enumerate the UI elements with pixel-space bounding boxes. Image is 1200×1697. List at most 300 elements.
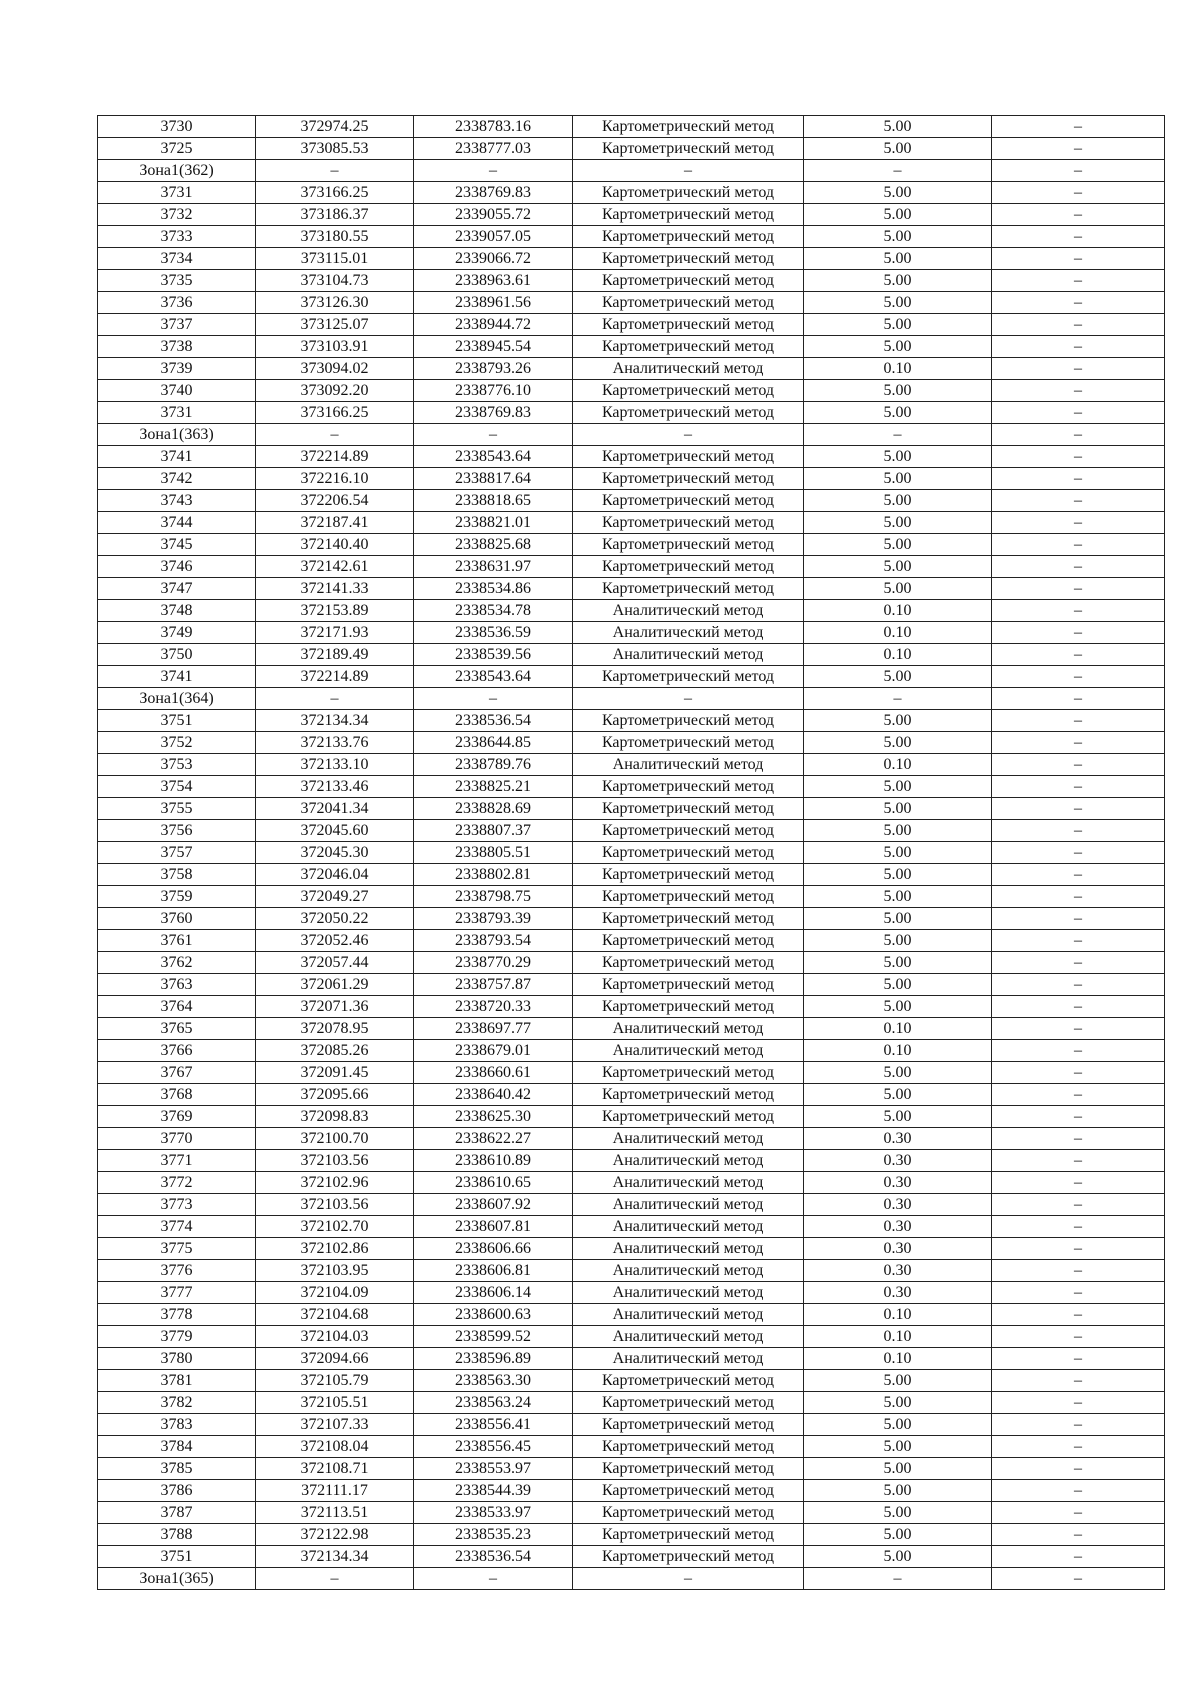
x-coordinate-cell: 372104.09 xyxy=(256,1282,414,1304)
accuracy-cell: 0.10 xyxy=(804,644,992,666)
x-coordinate-cell: 372134.34 xyxy=(256,1546,414,1568)
method-cell: Картометрический метод xyxy=(573,556,804,578)
x-coordinate-cell: 372187.41 xyxy=(256,512,414,534)
accuracy-cell: 5.00 xyxy=(804,930,992,952)
note-cell: – xyxy=(992,1436,1165,1458)
method-cell: Картометрический метод xyxy=(573,314,804,336)
accuracy-cell: 5.00 xyxy=(804,1084,992,1106)
x-coordinate-cell: 372102.86 xyxy=(256,1238,414,1260)
zone-header-row xyxy=(98,1568,1165,1590)
table-row xyxy=(98,402,1165,424)
y-coordinate-cell: 2338821.01 xyxy=(414,512,573,534)
y-coordinate-cell: 2338828.69 xyxy=(414,798,573,820)
accuracy-cell: 5.00 xyxy=(804,1458,992,1480)
table-row xyxy=(98,600,1165,622)
accuracy-cell: 0.10 xyxy=(804,1040,992,1062)
table-row xyxy=(98,754,1165,776)
method-cell: Картометрический метод xyxy=(573,732,804,754)
point-number-cell: 3733 xyxy=(98,226,256,248)
method-cell: Аналитический метод xyxy=(573,1216,804,1238)
accuracy-cell: – xyxy=(804,688,992,710)
y-coordinate-cell: – xyxy=(414,688,573,710)
table-row xyxy=(98,534,1165,556)
accuracy-cell: 5.00 xyxy=(804,710,992,732)
point-number-cell: 3770 xyxy=(98,1128,256,1150)
y-coordinate-cell: 2338599.52 xyxy=(414,1326,573,1348)
accuracy-cell: 5.00 xyxy=(804,842,992,864)
point-number-cell: 3737 xyxy=(98,314,256,336)
x-coordinate-cell: 372103.95 xyxy=(256,1260,414,1282)
table-row xyxy=(98,1040,1165,1062)
x-coordinate-cell: 372171.93 xyxy=(256,622,414,644)
point-number-cell: Зона1(363) xyxy=(98,424,256,446)
table-row xyxy=(98,490,1165,512)
point-number-cell: 3777 xyxy=(98,1282,256,1304)
point-number-cell: 3782 xyxy=(98,1392,256,1414)
method-cell: Аналитический метод xyxy=(573,1260,804,1282)
point-number-cell: 3759 xyxy=(98,886,256,908)
table-row xyxy=(98,1304,1165,1326)
note-cell: – xyxy=(992,512,1165,534)
y-coordinate-cell: 2338660.61 xyxy=(414,1062,573,1084)
point-number-cell: 3731 xyxy=(98,182,256,204)
y-coordinate-cell: 2338563.30 xyxy=(414,1370,573,1392)
table-row xyxy=(98,974,1165,996)
method-cell: Картометрический метод xyxy=(573,952,804,974)
table-row xyxy=(98,512,1165,534)
note-cell: – xyxy=(992,732,1165,754)
point-number-cell: 3771 xyxy=(98,1150,256,1172)
point-number-cell: 3753 xyxy=(98,754,256,776)
method-cell: Картометрический метод xyxy=(573,512,804,534)
point-number-cell: 3776 xyxy=(98,1260,256,1282)
note-cell: – xyxy=(992,1480,1165,1502)
x-coordinate-cell: 373085.53 xyxy=(256,138,414,160)
note-cell: – xyxy=(992,1304,1165,1326)
note-cell: – xyxy=(992,996,1165,1018)
accuracy-cell: 5.00 xyxy=(804,490,992,512)
y-coordinate-cell: 2338807.37 xyxy=(414,820,573,842)
note-cell: – xyxy=(992,380,1165,402)
y-coordinate-cell: 2338607.81 xyxy=(414,1216,573,1238)
x-coordinate-cell: 373180.55 xyxy=(256,226,414,248)
method-cell: Картометрический метод xyxy=(573,776,804,798)
method-cell: Аналитический метод xyxy=(573,622,804,644)
table-row xyxy=(98,116,1165,138)
method-cell: Картометрический метод xyxy=(573,270,804,292)
note-cell: – xyxy=(992,1018,1165,1040)
table-row xyxy=(98,820,1165,842)
table-row xyxy=(98,908,1165,930)
table-row xyxy=(98,864,1165,886)
accuracy-cell: 0.10 xyxy=(804,1018,992,1040)
point-number-cell: 3732 xyxy=(98,204,256,226)
y-coordinate-cell: 2338556.41 xyxy=(414,1414,573,1436)
note-cell: – xyxy=(992,1040,1165,1062)
x-coordinate-cell: 372095.66 xyxy=(256,1084,414,1106)
table-row xyxy=(98,1084,1165,1106)
table-row xyxy=(98,1392,1165,1414)
method-cell: Картометрический метод xyxy=(573,1524,804,1546)
x-coordinate-cell: – xyxy=(256,424,414,446)
y-coordinate-cell: 2338769.83 xyxy=(414,402,573,424)
note-cell: – xyxy=(992,842,1165,864)
x-coordinate-cell: 372108.04 xyxy=(256,1436,414,1458)
point-number-cell: 3752 xyxy=(98,732,256,754)
method-cell: – xyxy=(573,688,804,710)
table-row xyxy=(98,248,1165,270)
note-cell: – xyxy=(992,820,1165,842)
zone-header-row xyxy=(98,424,1165,446)
accuracy-cell: 5.00 xyxy=(804,446,992,468)
point-number-cell: 3751 xyxy=(98,710,256,732)
x-coordinate-cell: 372071.36 xyxy=(256,996,414,1018)
accuracy-cell: 5.00 xyxy=(804,732,992,754)
point-number-cell: 3778 xyxy=(98,1304,256,1326)
method-cell: Картометрический метод xyxy=(573,336,804,358)
table-row xyxy=(98,358,1165,380)
table-row xyxy=(98,138,1165,160)
y-coordinate-cell: 2338644.85 xyxy=(414,732,573,754)
table-row xyxy=(98,1238,1165,1260)
table-row xyxy=(98,1480,1165,1502)
y-coordinate-cell: 2338679.01 xyxy=(414,1040,573,1062)
method-cell: Аналитический метод xyxy=(573,754,804,776)
y-coordinate-cell: 2338625.30 xyxy=(414,1106,573,1128)
y-coordinate-cell: 2338536.59 xyxy=(414,622,573,644)
x-coordinate-cell: 372122.98 xyxy=(256,1524,414,1546)
y-coordinate-cell: – xyxy=(414,424,573,446)
note-cell: – xyxy=(992,776,1165,798)
x-coordinate-cell: 373166.25 xyxy=(256,182,414,204)
method-cell: Картометрический метод xyxy=(573,842,804,864)
method-cell: Картометрический метод xyxy=(573,446,804,468)
table-row xyxy=(98,1018,1165,1040)
table-row xyxy=(98,270,1165,292)
y-coordinate-cell: 2338789.76 xyxy=(414,754,573,776)
table-row xyxy=(98,1348,1165,1370)
y-coordinate-cell: 2338783.16 xyxy=(414,116,573,138)
x-coordinate-cell: 372098.83 xyxy=(256,1106,414,1128)
point-number-cell: 3745 xyxy=(98,534,256,556)
point-number-cell: 3755 xyxy=(98,798,256,820)
x-coordinate-cell: 372094.66 xyxy=(256,1348,414,1370)
table-row xyxy=(98,952,1165,974)
y-coordinate-cell: 2338793.54 xyxy=(414,930,573,952)
y-coordinate-cell: 2338777.03 xyxy=(414,138,573,160)
method-cell: Аналитический метод xyxy=(573,1018,804,1040)
note-cell: – xyxy=(992,226,1165,248)
point-number-cell: 3761 xyxy=(98,930,256,952)
table-row xyxy=(98,666,1165,688)
point-number-cell: 3741 xyxy=(98,666,256,688)
note-cell: – xyxy=(992,1370,1165,1392)
method-cell: Картометрический метод xyxy=(573,1106,804,1128)
method-cell: Картометрический метод xyxy=(573,226,804,248)
x-coordinate-cell: 372108.71 xyxy=(256,1458,414,1480)
table-row xyxy=(98,1458,1165,1480)
x-coordinate-cell: 372216.10 xyxy=(256,468,414,490)
x-coordinate-cell: 372102.96 xyxy=(256,1172,414,1194)
method-cell: Аналитический метод xyxy=(573,1194,804,1216)
x-coordinate-cell: 372189.49 xyxy=(256,644,414,666)
accuracy-cell: – xyxy=(804,1568,992,1590)
point-number-cell: 3738 xyxy=(98,336,256,358)
y-coordinate-cell: 2338610.89 xyxy=(414,1150,573,1172)
x-coordinate-cell: 372974.25 xyxy=(256,116,414,138)
note-cell: – xyxy=(992,160,1165,182)
point-number-cell: 3763 xyxy=(98,974,256,996)
x-coordinate-cell: 372078.95 xyxy=(256,1018,414,1040)
x-coordinate-cell: 372104.03 xyxy=(256,1326,414,1348)
table-row xyxy=(98,292,1165,314)
accuracy-cell: 0.10 xyxy=(804,600,992,622)
x-coordinate-cell: 373126.30 xyxy=(256,292,414,314)
point-number-cell: 3787 xyxy=(98,1502,256,1524)
zone-header-row xyxy=(98,688,1165,710)
method-cell: – xyxy=(573,160,804,182)
note-cell: – xyxy=(992,336,1165,358)
table-row xyxy=(98,1150,1165,1172)
accuracy-cell: 5.00 xyxy=(804,402,992,424)
y-coordinate-cell: 2338798.75 xyxy=(414,886,573,908)
y-coordinate-cell: 2338805.51 xyxy=(414,842,573,864)
point-number-cell: 3741 xyxy=(98,446,256,468)
accuracy-cell: 5.00 xyxy=(804,666,992,688)
accuracy-cell: 5.00 xyxy=(804,138,992,160)
accuracy-cell: 0.10 xyxy=(804,622,992,644)
y-coordinate-cell: 2338606.14 xyxy=(414,1282,573,1304)
y-coordinate-cell: 2339055.72 xyxy=(414,204,573,226)
point-number-cell: 3736 xyxy=(98,292,256,314)
y-coordinate-cell: 2338553.97 xyxy=(414,1458,573,1480)
table-row xyxy=(98,1436,1165,1458)
note-cell: – xyxy=(992,1524,1165,1546)
method-cell: Картометрический метод xyxy=(573,1502,804,1524)
method-cell: Картометрический метод xyxy=(573,292,804,314)
point-number-cell: 3769 xyxy=(98,1106,256,1128)
y-coordinate-cell: – xyxy=(414,1568,573,1590)
method-cell: Картометрический метод xyxy=(573,996,804,1018)
method-cell: Картометрический метод xyxy=(573,666,804,688)
point-number-cell: 3735 xyxy=(98,270,256,292)
note-cell: – xyxy=(992,600,1165,622)
note-cell: – xyxy=(992,754,1165,776)
accuracy-cell: 0.30 xyxy=(804,1172,992,1194)
y-coordinate-cell: 2338563.24 xyxy=(414,1392,573,1414)
x-coordinate-cell: 372133.46 xyxy=(256,776,414,798)
accuracy-cell: 5.00 xyxy=(804,1106,992,1128)
y-coordinate-cell: 2338536.54 xyxy=(414,710,573,732)
x-coordinate-cell: 372057.44 xyxy=(256,952,414,974)
point-number-cell: 3767 xyxy=(98,1062,256,1084)
accuracy-cell: 5.00 xyxy=(804,182,992,204)
accuracy-cell: 5.00 xyxy=(804,1436,992,1458)
method-cell: Картометрический метод xyxy=(573,974,804,996)
method-cell: Картометрический метод xyxy=(573,1062,804,1084)
method-cell: Картометрический метод xyxy=(573,402,804,424)
y-coordinate-cell: 2338606.81 xyxy=(414,1260,573,1282)
accuracy-cell: 0.30 xyxy=(804,1282,992,1304)
point-number-cell: 3788 xyxy=(98,1524,256,1546)
accuracy-cell: 5.00 xyxy=(804,820,992,842)
y-coordinate-cell: 2338534.78 xyxy=(414,600,573,622)
point-number-cell: 3749 xyxy=(98,622,256,644)
point-number-cell: 3739 xyxy=(98,358,256,380)
note-cell: – xyxy=(992,688,1165,710)
note-cell: – xyxy=(992,1282,1165,1304)
table-row xyxy=(98,1524,1165,1546)
method-cell: Картометрический метод xyxy=(573,886,804,908)
x-coordinate-cell: 373094.02 xyxy=(256,358,414,380)
x-coordinate-cell: 372052.46 xyxy=(256,930,414,952)
x-coordinate-cell: 372214.89 xyxy=(256,446,414,468)
point-number-cell: 3730 xyxy=(98,116,256,138)
accuracy-cell: 0.10 xyxy=(804,358,992,380)
x-coordinate-cell: – xyxy=(256,1568,414,1590)
method-cell: – xyxy=(573,1568,804,1590)
table-row xyxy=(98,226,1165,248)
note-cell: – xyxy=(992,1502,1165,1524)
accuracy-cell: 5.00 xyxy=(804,974,992,996)
y-coordinate-cell: 2338818.65 xyxy=(414,490,573,512)
y-coordinate-cell: 2338596.89 xyxy=(414,1348,573,1370)
y-coordinate-cell: 2338793.26 xyxy=(414,358,573,380)
note-cell: – xyxy=(992,1260,1165,1282)
table-row xyxy=(98,1106,1165,1128)
note-cell: – xyxy=(992,1458,1165,1480)
x-coordinate-cell: 372111.17 xyxy=(256,1480,414,1502)
note-cell: – xyxy=(992,314,1165,336)
y-coordinate-cell: 2338770.29 xyxy=(414,952,573,974)
x-coordinate-cell: 372046.04 xyxy=(256,864,414,886)
y-coordinate-cell: 2339057.05 xyxy=(414,226,573,248)
table-row xyxy=(98,732,1165,754)
note-cell: – xyxy=(992,1546,1165,1568)
accuracy-cell: 5.00 xyxy=(804,336,992,358)
x-coordinate-cell: 372100.70 xyxy=(256,1128,414,1150)
point-number-cell: 3773 xyxy=(98,1194,256,1216)
x-coordinate-cell: 372153.89 xyxy=(256,600,414,622)
point-number-cell: 3760 xyxy=(98,908,256,930)
x-coordinate-cell: 372041.34 xyxy=(256,798,414,820)
x-coordinate-cell: – xyxy=(256,688,414,710)
note-cell: – xyxy=(992,578,1165,600)
x-coordinate-cell: 373186.37 xyxy=(256,204,414,226)
accuracy-cell: 5.00 xyxy=(804,1546,992,1568)
accuracy-cell: 0.30 xyxy=(804,1260,992,1282)
x-coordinate-cell: 372141.33 xyxy=(256,578,414,600)
point-number-cell: 3740 xyxy=(98,380,256,402)
accuracy-cell: 0.30 xyxy=(804,1216,992,1238)
x-coordinate-cell: 373166.25 xyxy=(256,402,414,424)
accuracy-cell: 5.00 xyxy=(804,1524,992,1546)
point-number-cell: 3742 xyxy=(98,468,256,490)
accuracy-cell: 5.00 xyxy=(804,380,992,402)
accuracy-cell: 5.00 xyxy=(804,270,992,292)
point-number-cell: 3772 xyxy=(98,1172,256,1194)
note-cell: – xyxy=(992,1062,1165,1084)
method-cell: Аналитический метод xyxy=(573,1282,804,1304)
point-number-cell: 3768 xyxy=(98,1084,256,1106)
x-coordinate-cell: 372045.30 xyxy=(256,842,414,864)
note-cell: – xyxy=(992,446,1165,468)
note-cell: – xyxy=(992,1568,1165,1590)
note-cell: – xyxy=(992,952,1165,974)
accuracy-cell: – xyxy=(804,424,992,446)
y-coordinate-cell: 2338697.77 xyxy=(414,1018,573,1040)
accuracy-cell: 5.00 xyxy=(804,864,992,886)
point-number-cell: 3775 xyxy=(98,1238,256,1260)
x-coordinate-cell: 372091.45 xyxy=(256,1062,414,1084)
point-number-cell: 3774 xyxy=(98,1216,256,1238)
note-cell: – xyxy=(992,798,1165,820)
x-coordinate-cell: 372214.89 xyxy=(256,666,414,688)
point-number-cell: 3731 xyxy=(98,402,256,424)
accuracy-cell: 5.00 xyxy=(804,798,992,820)
y-coordinate-cell: 2338606.66 xyxy=(414,1238,573,1260)
accuracy-cell: 0.10 xyxy=(804,754,992,776)
y-coordinate-cell: 2338535.23 xyxy=(414,1524,573,1546)
point-number-cell: 3748 xyxy=(98,600,256,622)
y-coordinate-cell: 2338543.64 xyxy=(414,666,573,688)
accuracy-cell: 5.00 xyxy=(804,468,992,490)
accuracy-cell: 0.10 xyxy=(804,1348,992,1370)
table-row xyxy=(98,644,1165,666)
method-cell: Картометрический метод xyxy=(573,578,804,600)
note-cell: – xyxy=(992,908,1165,930)
note-cell: – xyxy=(992,424,1165,446)
method-cell: Аналитический метод xyxy=(573,1348,804,1370)
method-cell: Картометрический метод xyxy=(573,182,804,204)
accuracy-cell: 5.00 xyxy=(804,1480,992,1502)
method-cell: Картометрический метод xyxy=(573,710,804,732)
table-row xyxy=(98,776,1165,798)
y-coordinate-cell: 2338720.33 xyxy=(414,996,573,1018)
x-coordinate-cell: 372206.54 xyxy=(256,490,414,512)
note-cell: – xyxy=(992,1216,1165,1238)
point-number-cell: 3734 xyxy=(98,248,256,270)
table-row xyxy=(98,1326,1165,1348)
x-coordinate-cell: 372085.26 xyxy=(256,1040,414,1062)
note-cell: – xyxy=(992,930,1165,952)
y-coordinate-cell: 2338610.65 xyxy=(414,1172,573,1194)
table-row xyxy=(98,1502,1165,1524)
point-number-cell: 3756 xyxy=(98,820,256,842)
note-cell: – xyxy=(992,182,1165,204)
x-coordinate-cell: 373104.73 xyxy=(256,270,414,292)
point-number-cell: 3758 xyxy=(98,864,256,886)
accuracy-cell: 0.30 xyxy=(804,1128,992,1150)
y-coordinate-cell: 2338631.97 xyxy=(414,556,573,578)
y-coordinate-cell: – xyxy=(414,160,573,182)
point-number-cell: 3743 xyxy=(98,490,256,512)
method-cell: Картометрический метод xyxy=(573,1436,804,1458)
accuracy-cell: – xyxy=(804,160,992,182)
y-coordinate-cell: 2338556.45 xyxy=(414,1436,573,1458)
point-number-cell: 3785 xyxy=(98,1458,256,1480)
method-cell: Аналитический метод xyxy=(573,1304,804,1326)
x-coordinate-cell: 373103.91 xyxy=(256,336,414,358)
point-number-cell: 3781 xyxy=(98,1370,256,1392)
table-row xyxy=(98,578,1165,600)
point-number-cell: 3725 xyxy=(98,138,256,160)
method-cell: Аналитический метод xyxy=(573,1150,804,1172)
x-coordinate-cell: 373125.07 xyxy=(256,314,414,336)
method-cell: Картометрический метод xyxy=(573,798,804,820)
table-row xyxy=(98,930,1165,952)
x-coordinate-cell: 372133.76 xyxy=(256,732,414,754)
